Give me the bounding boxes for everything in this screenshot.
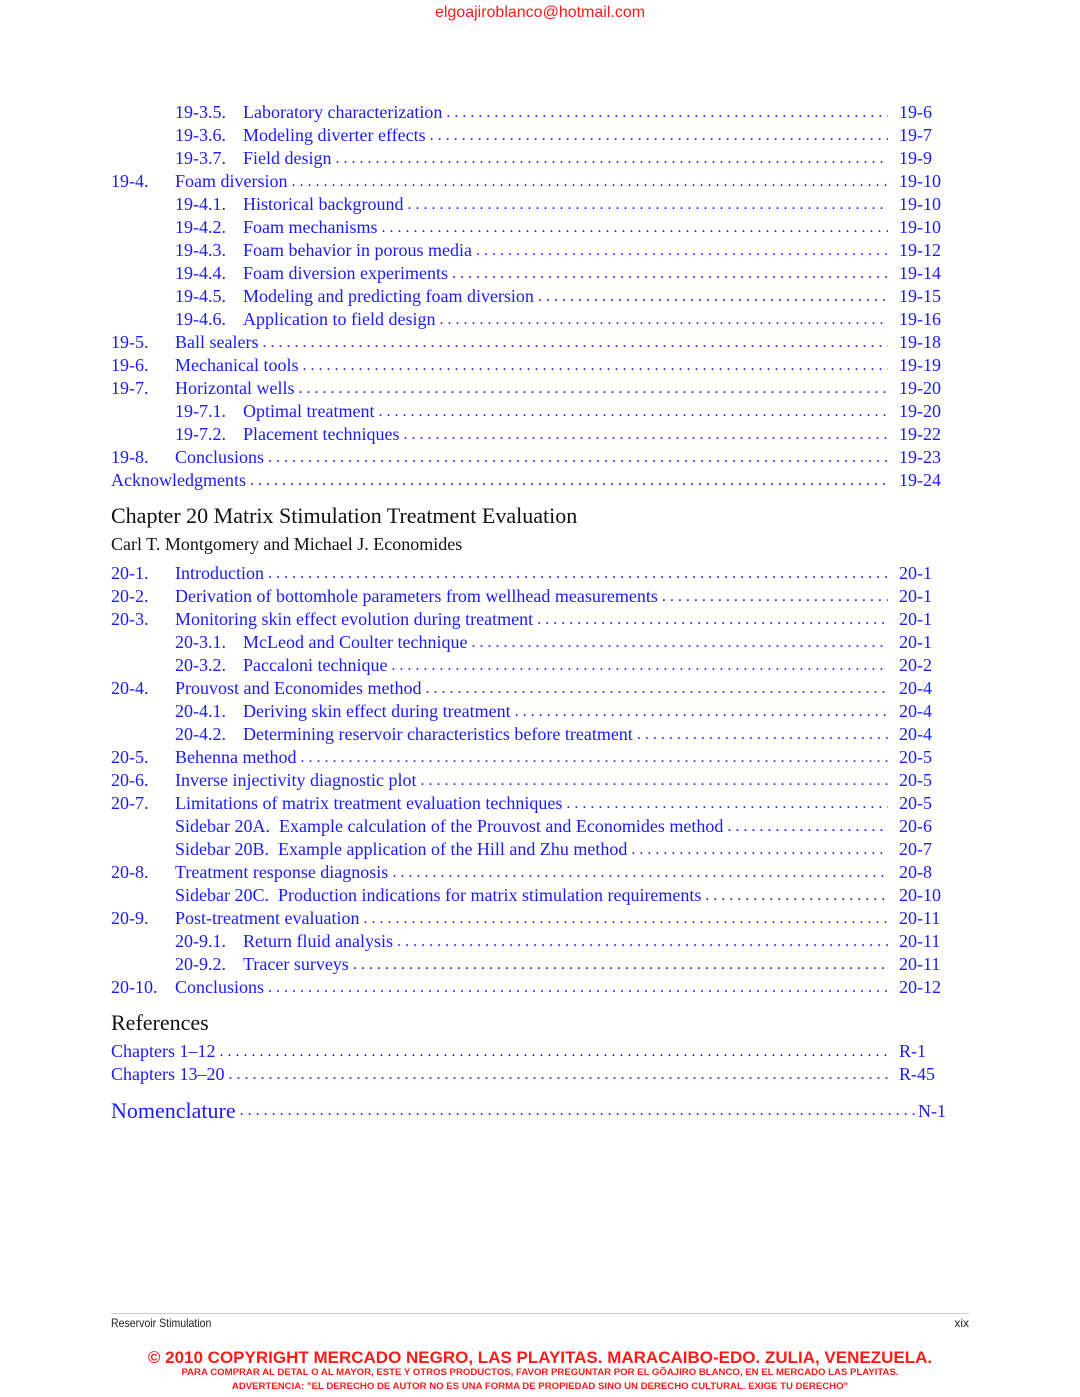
dot-leader [378,400,888,423]
toc-entry[interactable] [111,193,946,216]
entry-title: Prouvost and Economides method [175,678,422,698]
entry-title: Derivation of bottomhole parameters from wellhead measurements [175,586,658,606]
entry-number: 20-5. [111,747,149,767]
entry-page: 19-10 [899,171,941,191]
dot-leader [302,354,888,377]
toc-entry[interactable] [111,585,946,608]
entry-number: 20-4. [111,678,149,698]
entry-number: 19-3.6. [175,125,226,145]
toc-entry[interactable] [111,608,946,631]
entry-title: Return fluid analysis [243,931,393,951]
toc-entry[interactable] [111,1063,946,1086]
entry-page: 20-5 [899,770,932,790]
entry-title: Inverse injectivity diagnostic plot [175,770,417,790]
references-heading: References [111,1010,209,1035]
entry-page: 19-9 [899,148,932,168]
entry-page: 20-11 [899,954,941,974]
entry-number: 19-4. [111,171,149,191]
dot-leader [430,124,888,147]
entry-page: 19-22 [899,424,941,444]
entry-title: Nomenclature [111,1098,236,1123]
toc-entry[interactable] [111,815,946,838]
entry-number: Sidebar 20C. [175,885,269,905]
entry-number: 19-4.4. [175,263,226,283]
entry-title: Optimal treatment [243,401,375,421]
toc-entry-nomenclature[interactable] [111,1098,946,1124]
entry-page: 20-8 [899,862,932,882]
copyright-line-2: PARA COMPRAR AL DETAL O AL MAYOR, ESTE Y OTROS PRODUCTOS, FAVOR PREGUNTAR POR EL GÕAJIRO BLANCO, EN EL MERCADO LAS PLAYITAS. [181,1367,899,1378]
entry-page: 20-10 [899,885,941,905]
chapter-20-authors: Carl T. Montgomery and Michael J. Economides [111,534,463,554]
dot-leader [268,976,888,999]
entry-page: 20-11 [899,931,941,951]
dot-leader [363,907,888,930]
toc-entry[interactable] [111,101,946,124]
toc-entry[interactable] [111,147,946,170]
entry-page: 20-4 [899,724,932,744]
entry-title: Treatment response diagnosis [175,862,389,882]
entry-page: 19-7 [899,125,932,145]
dot-leader [262,331,888,354]
entry-page: 20-6 [899,816,932,836]
toc-entry[interactable] [111,792,946,815]
toc-entry[interactable] [111,562,946,585]
entry-title: Historical background [243,194,404,214]
entry-page: 20-5 [899,747,932,767]
entry-title: Foam mechanisms [243,217,378,237]
dot-leader [300,746,888,769]
entry-number: 20-9.2. [175,954,226,974]
watermark-email: elgoajiroblanco@hotmail.com [434,4,646,21]
entry-page: 19-15 [899,286,941,306]
dot-leader [381,216,888,239]
entry-page: 19-14 [899,263,941,283]
toc-entry[interactable] [111,400,946,423]
dot-leader [403,423,888,446]
entry-title: Introduction [175,563,264,583]
entry-title: Ball sealers [175,332,259,352]
entry-page: 20-7 [899,839,932,859]
entry-title: Paccaloni technique [243,655,388,675]
entry-page: 20-11 [899,908,941,928]
entry-title: Foam diversion experiments [243,263,448,283]
entry-number: 19-7.2. [175,424,226,444]
entry-title: Placement techniques [243,424,400,444]
toc-entry[interactable] [111,976,946,999]
toc-entry[interactable] [111,446,946,469]
dot-leader [452,262,888,285]
dot-leader [336,147,889,170]
chapter-20-heading: Chapter 20 Matrix Stimulation Treatment Evaluation [111,503,578,528]
dot-leader [397,930,888,953]
entry-number: 19-7. [111,378,149,398]
toc-entry[interactable] [111,331,946,354]
entry-number: 19-7.1. [175,401,226,421]
dot-leader [228,1063,888,1086]
toc-entry[interactable] [111,746,946,769]
entry-number: 19-3.7. [175,148,226,168]
entry-number: 20-4.1. [175,701,226,721]
toc-entry[interactable] [111,838,946,861]
entry-page: 20-5 [899,793,932,813]
entry-page: 19-20 [899,401,941,421]
entry-title: Conclusions [175,447,265,467]
entry-page: 19-16 [899,309,941,329]
entry-number: Sidebar 20A. [175,816,270,836]
entry-page: 20-12 [899,977,941,997]
dot-leader [566,792,888,815]
entry-title: Post-treatment evaluation [175,908,360,928]
toc-entry[interactable] [111,124,946,147]
entry-number: 20-6. [111,770,149,790]
entry-title: Horizontal wells [175,378,295,398]
entry-number: 19-6. [111,355,149,375]
entry-number: 19-5. [111,332,149,352]
entry-title: McLeod and Coulter technique [243,632,468,652]
dot-leader [439,308,888,331]
entry-title: Example application of the Hill and Zhu method [278,839,628,859]
entry-page: 19-24 [899,470,941,490]
dot-leader [353,953,888,976]
toc-entry[interactable] [111,654,946,677]
entry-title: Monitoring skin effect evolution during treatment [175,609,534,629]
dot-leader [391,654,888,677]
copyright-line-1: © 2010 COPYRIGHT MERCADO NEGRO, LAS PLAYITAS. MARACAIBO-EDO. ZULIA, VENEZUELA. [147,1348,933,1367]
toc-chapter-19-list [111,101,946,492]
toc-entry[interactable] [111,884,946,907]
dot-leader [705,884,888,907]
entry-page: R-1 [899,1041,926,1061]
toc-entry[interactable] [111,907,946,930]
entry-page: 20-4 [899,678,932,698]
footer-divider [111,1313,969,1314]
entry-title: Deriving skin effect during treatment [243,701,511,721]
toc-entry[interactable] [111,631,946,654]
entry-number: 19-8. [111,447,149,467]
entry-title: Production indications for matrix stimulation requirements [278,885,702,905]
entry-page: 20-1 [899,609,932,629]
dot-leader [268,562,888,585]
entry-page: 19-23 [899,447,941,467]
entry-page: 20-4 [899,701,932,721]
entry-page: N-1 [918,1101,946,1121]
toc-entry[interactable] [111,216,946,239]
entry-page: 19-12 [899,240,941,260]
dot-leader [268,446,888,469]
entry-number: 19-4.5. [175,286,226,306]
entry-number: Sidebar 20B. [175,839,269,859]
toc-entry[interactable] [111,1040,946,1063]
dot-leader [662,585,888,608]
toc-entry[interactable] [111,700,946,723]
dot-leader [476,239,888,262]
entry-title: Modeling and predicting foam diversion [243,286,534,306]
dot-leader [392,861,888,884]
dot-leader [292,170,889,193]
toc-entry[interactable] [111,285,946,308]
toc-entry[interactable] [111,170,946,193]
entry-page: 20-1 [899,586,932,606]
entry-number: 19-4.1. [175,194,226,214]
toc-entry[interactable] [111,677,946,700]
toc-entry[interactable] [111,723,946,746]
toc-entry[interactable] [111,930,946,953]
entry-page: 20-1 [899,632,932,652]
entry-page: 19-10 [899,194,941,214]
entry-page: 19-20 [899,378,941,398]
toc-entry[interactable] [111,769,946,792]
entry-number: 20-4.2. [175,724,226,744]
entry-number: 19-3.5. [175,102,226,122]
dot-leader [538,285,888,308]
entry-title: Acknowledgments [111,470,246,490]
entry-page: 19-10 [899,217,941,237]
dot-leader [219,1040,888,1063]
entry-title: Foam diversion [175,171,288,191]
entry-title: Tracer surveys [243,954,349,974]
entry-number: 20-3. [111,609,149,629]
entry-title: Conclusions [175,977,265,997]
entry-number: 20-9.1. [175,931,226,951]
toc-entry[interactable] [111,423,946,446]
toc-entry[interactable] [111,308,946,331]
toc-chapter-20-list [111,562,946,999]
entry-page: 20-1 [899,563,932,583]
dot-leader [537,608,888,631]
toc-entry[interactable] [111,239,946,262]
dot-leader [637,723,888,746]
toc-entry[interactable] [111,861,946,884]
entry-title: Determining reservoir characteristics before treatment [243,724,633,744]
dot-leader [446,101,888,124]
entry-title: Chapters 13–20 [111,1064,225,1084]
footer-page-number: xix [954,1316,969,1330]
toc-entry[interactable] [111,469,946,492]
entry-title: Chapters 1–12 [111,1041,216,1061]
entry-title: Mechanical tools [175,355,299,375]
entry-number: 20-10. [111,977,158,997]
dot-leader [425,677,888,700]
entry-number: 20-8. [111,862,149,882]
entry-page: 19-19 [899,355,941,375]
entry-number: 19-4.3. [175,240,226,260]
dot-leader [631,838,888,861]
entry-number: 20-9. [111,908,149,928]
toc-references-list [111,1040,946,1086]
toc-entry[interactable] [111,262,946,285]
entry-number: 19-4.6. [175,309,226,329]
entry-page: 19-6 [899,102,932,122]
entry-number: 20-7. [111,793,149,813]
toc-entry[interactable] [111,377,946,400]
dot-leader [298,377,888,400]
dot-leader [407,193,888,216]
entry-number: 19-4.2. [175,217,226,237]
entry-title: Example calculation of the Prouvost and Economides method [278,816,724,836]
entry-title: Laboratory characterization [243,102,443,122]
footer-book-title: Reservoir Stimulation [111,1316,212,1330]
entry-title: Foam behavior in porous media [243,240,472,260]
entry-page: R-45 [899,1064,935,1084]
entry-title: Behenna method [175,747,297,767]
toc-entry[interactable] [111,953,946,976]
dot-leader [240,1098,918,1124]
entry-number: 20-3.1. [175,632,226,652]
dot-leader [420,769,888,792]
entry-title: Application to field design [243,309,436,329]
dot-leader [250,469,888,492]
dot-leader [727,815,888,838]
entry-number: 20-1. [111,563,149,583]
toc-entry[interactable] [111,354,946,377]
entry-title: Modeling diverter effects [243,125,426,145]
entry-page: 19-18 [899,332,941,352]
copyright-line-3: ADVERTENCIA: "EL DERECHO DE AUTOR NO ES UNA FORMA DE PROPIEDAD SINO UN DERECHO CULTURAL. EXIGE TU DERECHO" [231,1381,849,1392]
entry-title: Field design [243,148,332,168]
dot-leader [471,631,888,654]
entry-page: 20-2 [899,655,932,675]
entry-title: Limitations of matrix treatment evaluation techniques [175,793,563,813]
entry-number: 20-3.2. [175,655,226,675]
dot-leader [515,700,888,723]
entry-number: 20-2. [111,586,149,606]
